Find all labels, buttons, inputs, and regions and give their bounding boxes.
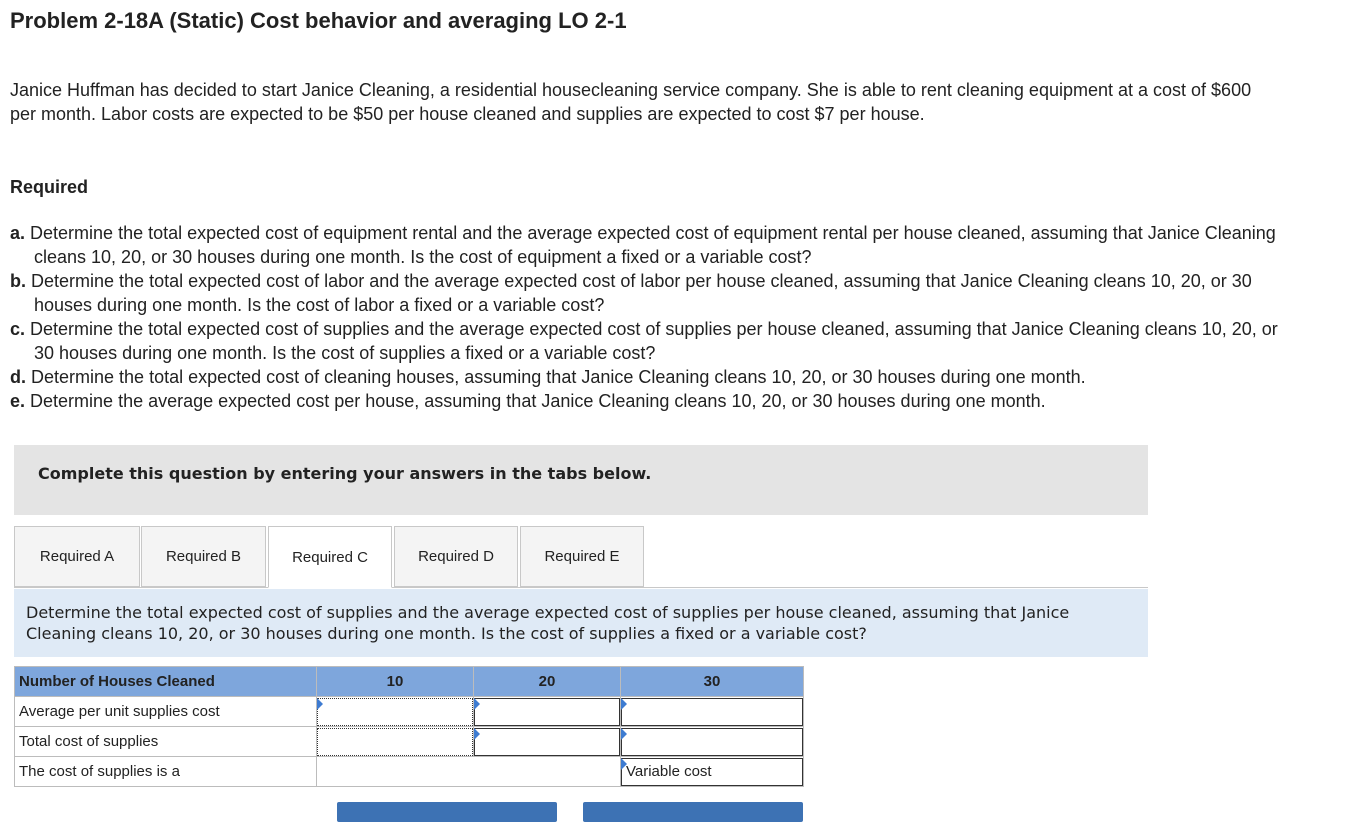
requirement-text: Determine the total expected cost of equipment rental and the average expected cost of equipment rental per house cleaned, assuming that Janice Cleaning cleans 10, 20, or 30 houses during one month. Is the cost of equipment a fixed or a variable cost?: [30, 223, 1276, 267]
cell-average-10: [317, 697, 474, 727]
header-houses-cleaned: Number of Houses Cleaned: [15, 667, 317, 697]
required-heading: Required: [10, 177, 89, 197]
tab-bar: [14, 526, 1148, 588]
requirement-label: a.: [10, 223, 26, 243]
instructions-text: Complete this question by entering your answers in the tabs below.: [38, 464, 652, 483]
input-marker-icon: [474, 698, 480, 710]
requirement-text: Determine the total expected cost of supplies and the average expected cost of supplies per house cleaned, assuming that Janice Cleaning cleans 10, 20, or 30 houses during one month. Is the cost of supplies a fixed or a variable cost?: [30, 319, 1278, 363]
requirement-text: Determine the total expected cost of labor and the average expected cost of labor per house cleaned, assuming that Janice Cleaning cleans 10, 20, or 30 houses during one month. Is the cost of labor a fixed or a variable cost?: [31, 271, 1252, 315]
total-cost-20-input[interactable]: [474, 728, 620, 756]
table-header-row: [15, 667, 804, 697]
requirement-text: Determine the average expected cost per house, assuming that Janice Cleaning cleans 10, 20, or 30 houses during one month.: [30, 391, 1046, 411]
input-marker-icon: [621, 698, 627, 710]
requirement-a: [10, 221, 1290, 269]
input-marker-icon: [474, 728, 480, 740]
total-cost-30-input[interactable]: [621, 728, 803, 756]
cell-total-10: [317, 727, 474, 757]
row-label-average-cost: Average per unit supplies cost: [15, 697, 317, 727]
requirement-label: b.: [10, 271, 26, 291]
tab-required-d[interactable]: Required D: [394, 526, 518, 587]
prev-tab-button[interactable]: [337, 802, 557, 822]
table-row: [15, 697, 804, 727]
cost-behavior-select[interactable]: Variable cost: [621, 758, 803, 786]
requirements-list: [10, 221, 1290, 413]
cell-average-30: [621, 697, 804, 727]
tab-required-a[interactable]: Required A: [14, 526, 140, 587]
average-cost-10-input[interactable]: [317, 698, 473, 726]
cell-average-20: [474, 697, 621, 727]
average-cost-30-input[interactable]: [621, 698, 803, 726]
header-col-30: 30: [621, 667, 804, 697]
table-row: [15, 727, 804, 757]
problem-title: Problem 2-18A (Static) Cost behavior and averaging LO 2-1: [10, 8, 627, 33]
requirement-text: Determine the total expected cost of cleaning houses, assuming that Janice Cleaning cleans 10, 20, or 30 houses during one month.: [31, 367, 1086, 387]
cell-empty: [317, 757, 474, 787]
total-cost-10-input[interactable]: [317, 728, 473, 756]
cell-empty: [474, 757, 621, 787]
average-cost-20-input[interactable]: [474, 698, 620, 726]
requirement-b: [10, 269, 1290, 317]
cell-total-20: [474, 727, 621, 757]
instructions-box: [14, 445, 1148, 515]
input-marker-icon: [621, 728, 627, 740]
next-tab-button[interactable]: [583, 802, 803, 822]
answer-table: [14, 666, 804, 787]
input-marker-icon: [317, 698, 323, 710]
header-col-20: 20: [474, 667, 621, 697]
tab-required-c[interactable]: Required C: [268, 526, 392, 588]
cell-cost-behavior: [621, 757, 804, 787]
problem-intro: Janice Huffman has decided to start Janice Cleaning, a residential housecleaning service company. She is able to rent cleaning equipment at a cost of $600 per month. Labor costs are expected to be $50 per house cleaned and supplies are expected to cost $7 per house.: [10, 80, 1252, 124]
cell-total-30: [621, 727, 804, 757]
requirement-d: [10, 365, 1290, 389]
requirement-label: c.: [10, 319, 26, 339]
requirement-e: [10, 389, 1290, 413]
requirement-label: d.: [10, 367, 26, 387]
table-row: [15, 757, 804, 787]
requirement-c: [10, 317, 1290, 365]
row-label-total-cost: Total cost of supplies: [15, 727, 317, 757]
tab-required-e[interactable]: Required E: [520, 526, 644, 587]
row-label-cost-behavior: The cost of supplies is a: [15, 757, 317, 787]
tab-prompt: Determine the total expected cost of supplies and the average expected cost of supplies per house cleaned, assuming that Janice Cleaning cleans 10, 20, or 30 houses during one month. Is the cost of supplies a fixed or a variable cost?: [14, 589, 1148, 657]
tab-required-b[interactable]: Required B: [141, 526, 266, 587]
requirement-label: e.: [10, 391, 26, 411]
input-marker-icon: [621, 758, 627, 770]
header-col-10: 10: [317, 667, 474, 697]
